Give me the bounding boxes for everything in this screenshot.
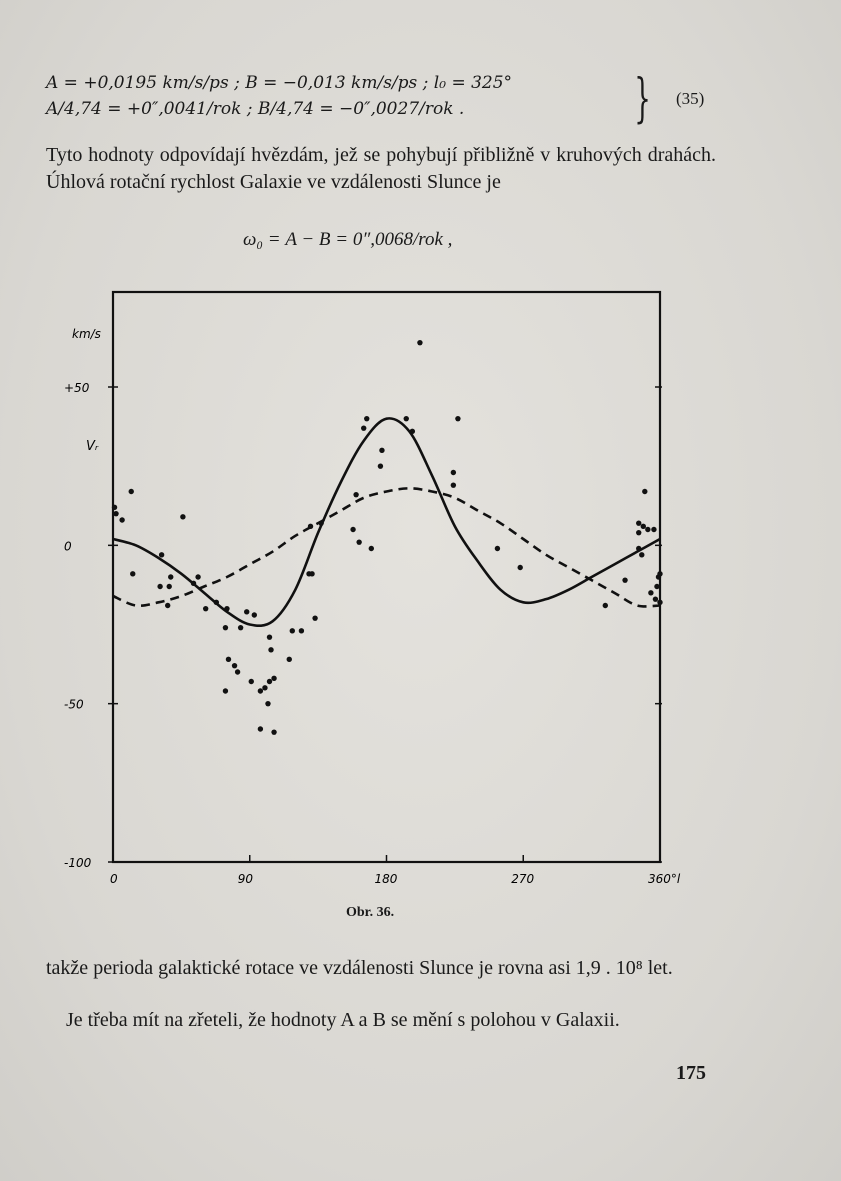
equation-line-2: A/4,74 = +0″,0041/rok ; B/4,74 = −0″,0027/rok . xyxy=(46,99,465,119)
data-point xyxy=(129,489,134,494)
data-point xyxy=(262,685,267,690)
data-point xyxy=(287,657,292,662)
plot-frame xyxy=(113,292,660,862)
dashed-curve xyxy=(113,488,660,606)
x-tick-label: 270 xyxy=(511,872,535,886)
y-tick-label: 0 xyxy=(64,539,72,554)
data-point xyxy=(203,606,208,611)
data-point xyxy=(417,340,422,345)
y-tick-label: -100 xyxy=(64,856,92,870)
data-point xyxy=(361,425,366,430)
x-tick-label: 360°l xyxy=(648,872,681,886)
data-point xyxy=(165,603,170,608)
data-point xyxy=(180,514,185,519)
data-point xyxy=(258,726,263,731)
data-point xyxy=(636,520,641,525)
data-point xyxy=(168,574,173,579)
data-point xyxy=(404,416,409,421)
equation-number: (35) xyxy=(676,89,705,108)
data-point xyxy=(653,596,658,601)
data-point xyxy=(379,448,384,453)
y-tick-label: +50 xyxy=(64,381,90,395)
equation-brace-icon: } xyxy=(634,69,651,129)
equation-line-1: A = +0,0195 km/s/ps ; B = −0,013 km/s/ps ; l₀ = 325° xyxy=(46,73,513,93)
data-point xyxy=(299,628,304,633)
omega-equation: ω₀ = A − B = 0″,0068/rok , xyxy=(243,229,453,250)
data-point xyxy=(648,590,653,595)
data-point xyxy=(642,489,647,494)
data-point xyxy=(130,571,135,576)
x-tick-label: 90 xyxy=(237,872,254,886)
data-point xyxy=(353,492,358,497)
data-point xyxy=(290,628,295,633)
data-point xyxy=(309,571,314,576)
y-axis-label: Vᵣ xyxy=(86,439,99,454)
data-point xyxy=(265,701,270,706)
data-point xyxy=(226,657,231,662)
data-point xyxy=(159,552,164,557)
data-point xyxy=(223,688,228,693)
data-point xyxy=(252,612,257,617)
paragraph-2: takže perioda galaktické rotace ve vzdálenosti Slunce je rovna asi 1,9 . 10⁸ let. xyxy=(46,957,673,979)
data-point xyxy=(657,600,662,605)
figure-36-chart xyxy=(40,280,700,900)
figure-caption: Obr. 36. xyxy=(346,905,395,920)
x-tick-label: 0 xyxy=(110,872,118,886)
data-point xyxy=(271,729,276,734)
data-point xyxy=(350,527,355,532)
data-point xyxy=(364,416,369,421)
data-point xyxy=(356,539,361,544)
data-point xyxy=(312,615,317,620)
data-point xyxy=(191,581,196,586)
paragraph-3: Je třeba mít na zřeteli, že hodnoty A a B se mění s polohou v Galaxii. xyxy=(66,1009,620,1031)
data-point xyxy=(657,571,662,576)
data-point xyxy=(232,663,237,668)
data-point xyxy=(622,577,627,582)
data-point xyxy=(267,679,272,684)
data-point xyxy=(157,584,162,589)
data-point xyxy=(112,505,117,510)
data-point xyxy=(410,429,415,434)
page-number: 175 xyxy=(676,1062,706,1084)
data-point xyxy=(308,524,313,529)
data-point xyxy=(455,416,460,421)
data-point xyxy=(268,647,273,652)
data-point xyxy=(451,470,456,475)
x-tick-label: 180 xyxy=(374,872,398,886)
data-point xyxy=(636,546,641,551)
data-point xyxy=(271,676,276,681)
data-point xyxy=(235,669,240,674)
data-point xyxy=(495,546,500,551)
paragraph-1: Tyto hodnoty odpovídají hvězdám, jež se pohybují přibližně v kruhových drahách. Úhlová rotační rychlost Galaxie ve vzdálenosti Slunce je xyxy=(46,144,716,193)
data-point xyxy=(249,679,254,684)
data-point xyxy=(645,527,650,532)
data-point xyxy=(641,524,646,529)
data-point xyxy=(113,511,118,516)
data-point xyxy=(378,463,383,468)
data-point xyxy=(195,574,200,579)
data-point xyxy=(651,527,656,532)
y-unit-label: km/s xyxy=(72,327,101,341)
data-point xyxy=(224,606,229,611)
solid-curve xyxy=(113,418,660,625)
y-tick-label: -50 xyxy=(64,697,84,712)
data-point xyxy=(639,552,644,557)
data-point xyxy=(636,530,641,535)
data-point xyxy=(518,565,523,570)
data-point xyxy=(214,600,219,605)
data-point xyxy=(603,603,608,608)
data-point xyxy=(223,625,228,630)
data-point xyxy=(119,517,124,522)
data-point xyxy=(167,584,172,589)
data-point xyxy=(244,609,249,614)
data-point xyxy=(258,688,263,693)
data-point xyxy=(654,584,659,589)
data-point xyxy=(238,625,243,630)
data-point xyxy=(267,634,272,639)
data-point xyxy=(451,482,456,487)
data-point xyxy=(318,520,323,525)
data-point xyxy=(369,546,374,551)
